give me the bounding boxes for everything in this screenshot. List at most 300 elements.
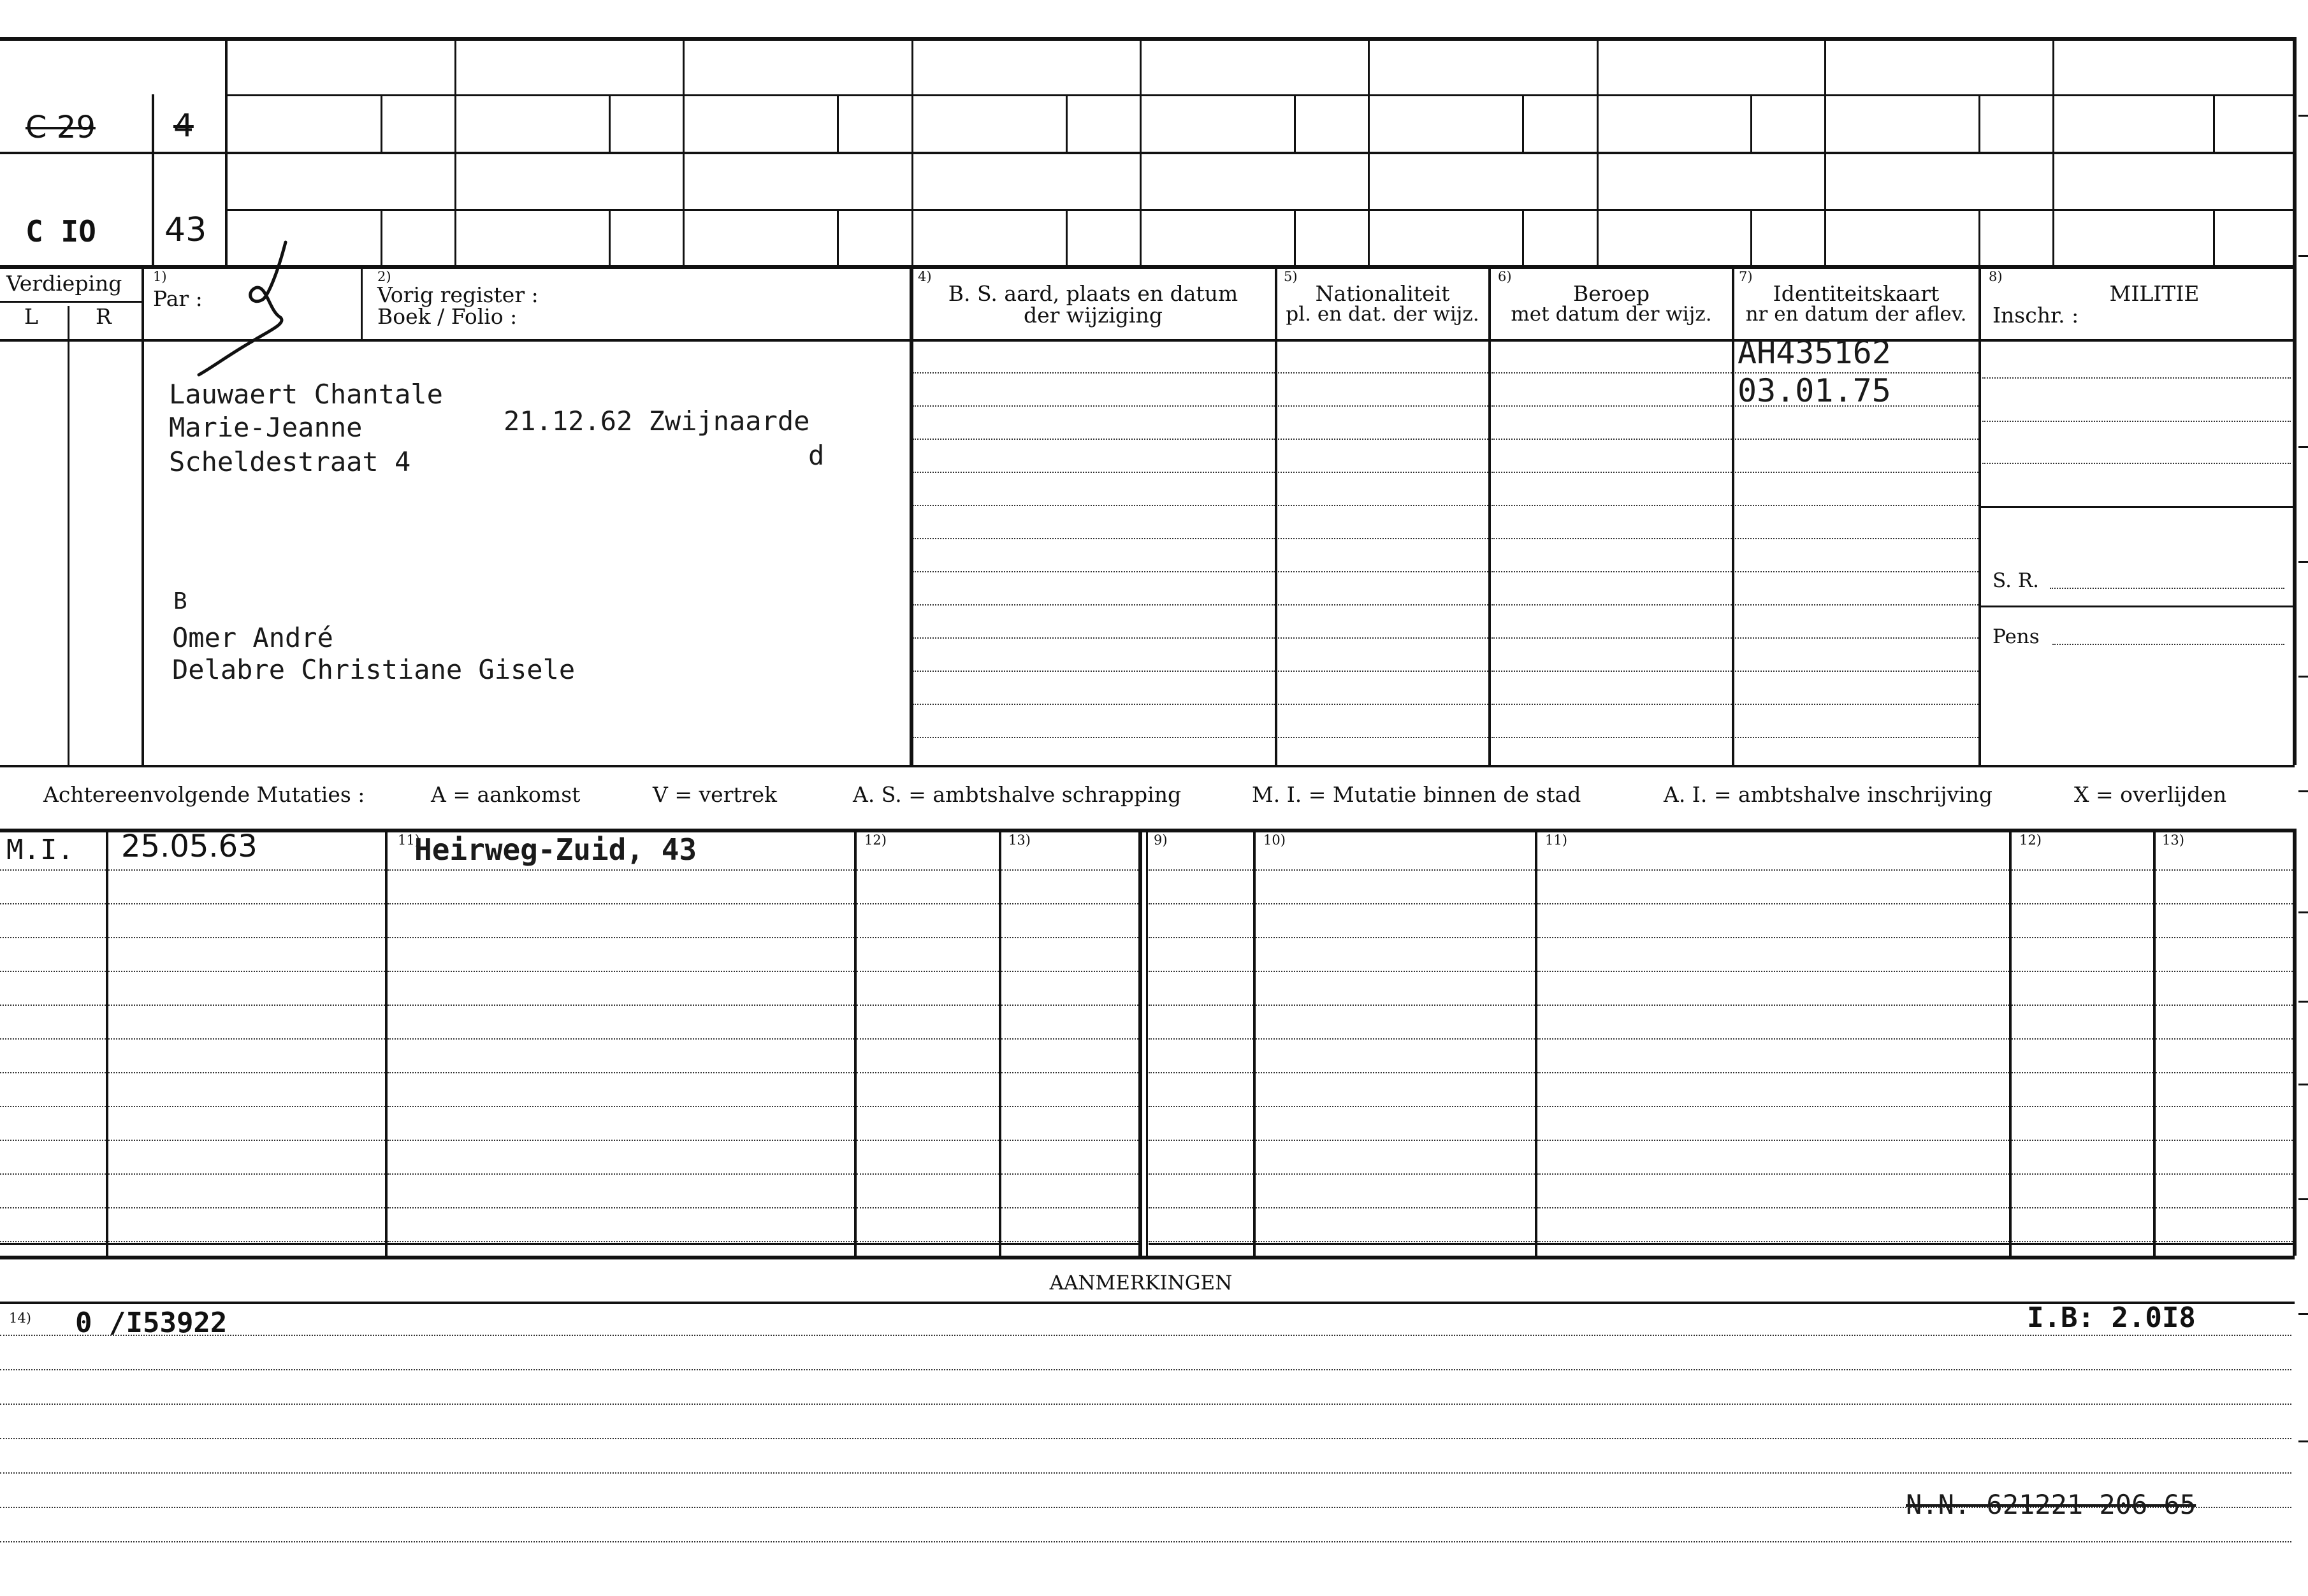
body-bottom-rule bbox=[0, 765, 2295, 767]
register-subcol-line bbox=[1066, 94, 1068, 152]
field-number-2: 2) bbox=[377, 269, 391, 284]
body-line bbox=[1735, 439, 1978, 440]
field-number-7: 7) bbox=[1739, 269, 1753, 284]
nationaliteit-header: Nationaliteit bbox=[1315, 281, 1450, 306]
mutation-line bbox=[1256, 1140, 1535, 1141]
register-subcol-line bbox=[1066, 209, 1068, 265]
body-line bbox=[1491, 571, 1732, 572]
mutation-base-line bbox=[1256, 1243, 1535, 1245]
mutation-line bbox=[2012, 1072, 2153, 1073]
legend-overlijden: X = overlijden bbox=[2074, 782, 2227, 807]
mutation-line bbox=[1001, 1140, 1138, 1141]
field-number-1: 1) bbox=[153, 269, 167, 284]
mutation-line bbox=[0, 1207, 106, 1208]
mutation-base-line bbox=[108, 1243, 385, 1245]
register-code-old: C 29 bbox=[25, 110, 96, 145]
militie-rule bbox=[1980, 606, 2293, 607]
mutation-line bbox=[108, 1140, 385, 1141]
register-col-line bbox=[683, 37, 685, 265]
legend-ambtshalve-schrapping: A. S. = ambtshalve schrapping bbox=[853, 782, 1182, 807]
register-subcol-line bbox=[837, 209, 839, 265]
beroep-sub-header: met datum der wijz. bbox=[1511, 303, 1712, 326]
body-line bbox=[1278, 637, 1488, 639]
mutation-line bbox=[1256, 1005, 1535, 1006]
mutation-line bbox=[2156, 1106, 2293, 1107]
mutation-right-border bbox=[2293, 829, 2297, 1256]
mutation-divider bbox=[1146, 829, 1148, 1256]
mutation-col-12-right: 12) bbox=[2019, 832, 2042, 848]
col-line-beroep bbox=[1488, 265, 1491, 765]
mutation-line bbox=[1537, 1207, 2009, 1208]
col-line-militie bbox=[1978, 265, 1981, 765]
mutation-col-line bbox=[1535, 829, 1537, 1256]
mutation-line bbox=[388, 937, 854, 938]
mutation-line bbox=[1256, 971, 1535, 972]
register-number: 43 bbox=[164, 211, 207, 249]
parent-father: Omer André bbox=[172, 622, 333, 653]
militie-line bbox=[1982, 463, 2291, 464]
mutation-line bbox=[1537, 1173, 2009, 1175]
field-number-5: 5) bbox=[1284, 269, 1298, 284]
person-address: Scheldestraat 4 bbox=[169, 446, 411, 477]
mutation-line bbox=[0, 1106, 106, 1107]
edge-tick bbox=[2298, 1198, 2308, 1200]
body-line bbox=[1491, 538, 1732, 539]
bs-header-line2: der wijziging bbox=[1024, 303, 1163, 328]
register-subcol-line bbox=[609, 209, 611, 265]
edge-tick bbox=[2298, 446, 2308, 448]
mutation-line bbox=[108, 971, 385, 972]
verdieping-sub-rule bbox=[0, 301, 142, 303]
register-subcol-line bbox=[381, 94, 382, 152]
remarks-title: AANMERKINGEN bbox=[1049, 1272, 1233, 1295]
edge-tick bbox=[2298, 1313, 2308, 1315]
edge-tick bbox=[2298, 1440, 2308, 1442]
mutation-line bbox=[1256, 937, 1535, 938]
beroep-header: Beroep bbox=[1572, 281, 1650, 306]
register-subcol-line bbox=[1750, 209, 1752, 265]
mutation-base-line bbox=[2156, 1243, 2293, 1245]
l-label: L bbox=[24, 304, 38, 329]
mutation-line bbox=[1256, 1207, 1535, 1208]
body-line bbox=[1278, 571, 1488, 572]
mutation-line bbox=[1537, 1038, 2009, 1040]
mutation-line bbox=[857, 869, 999, 871]
remarks-line bbox=[0, 1541, 2291, 1542]
body-line bbox=[1491, 505, 1732, 506]
mutation-line bbox=[388, 1072, 854, 1073]
register-col-line bbox=[225, 37, 228, 265]
body-line bbox=[913, 538, 1275, 539]
body-line bbox=[1735, 505, 1978, 506]
col-line-vorig bbox=[361, 265, 363, 339]
register-code: C IO bbox=[25, 214, 96, 249]
person-birth: 21.12.62 Zwijnaarde bbox=[504, 405, 810, 437]
mutation-line bbox=[0, 1241, 106, 1242]
remarks-reference: 0 /I53922 bbox=[75, 1307, 228, 1339]
col-line-id bbox=[1732, 265, 1734, 765]
edge-tick bbox=[2298, 115, 2308, 117]
body-line bbox=[1278, 439, 1488, 440]
mutation-line bbox=[2012, 1140, 2153, 1141]
remarks-line bbox=[0, 1472, 2291, 1474]
mutation-line bbox=[388, 1207, 854, 1208]
mutation-line bbox=[2012, 1173, 2153, 1175]
militie-line bbox=[1982, 377, 2291, 379]
mutation-col-line bbox=[2009, 829, 2012, 1256]
mutation-line bbox=[1256, 903, 1535, 904]
nationaliteit-sub-header: pl. en dat. der wijz. bbox=[1286, 303, 1479, 326]
mutation-line bbox=[1149, 1207, 1253, 1208]
body-line bbox=[1735, 704, 1978, 705]
body-line bbox=[1278, 704, 1488, 705]
body-line bbox=[1278, 538, 1488, 539]
verdieping-label: Verdieping bbox=[6, 271, 122, 296]
mutation-line bbox=[1001, 971, 1138, 972]
mutation-base-line bbox=[2012, 1243, 2153, 1245]
mutation-line bbox=[1149, 1038, 1253, 1040]
person-first-names: Marie-Jeanne bbox=[169, 412, 363, 443]
mutation-line bbox=[1149, 1241, 1253, 1242]
mutation-line bbox=[2156, 869, 2293, 871]
pens-line bbox=[2052, 644, 2284, 645]
mutation-line bbox=[857, 903, 999, 904]
lr-divider bbox=[68, 306, 69, 765]
edge-tick bbox=[2298, 255, 2308, 257]
mutation-line bbox=[1149, 1072, 1253, 1073]
register-subcol-line bbox=[1294, 94, 1296, 152]
register-col-line bbox=[1597, 37, 1599, 265]
body-line bbox=[1491, 439, 1732, 440]
edge-tick bbox=[2298, 790, 2308, 792]
mutation-line bbox=[1537, 1106, 2009, 1107]
body-line bbox=[913, 571, 1275, 572]
mutation-base-line bbox=[857, 1243, 999, 1245]
mutation-line bbox=[2012, 971, 2153, 972]
legend-mutatie-binnen-stad: M. I. = Mutatie binnen de stad bbox=[1252, 782, 1581, 807]
mutation-line bbox=[1001, 1038, 1138, 1040]
body-line bbox=[913, 505, 1275, 506]
mutation-line bbox=[1149, 1173, 1253, 1175]
register-subcol-line bbox=[2213, 209, 2215, 265]
register-subcol-line bbox=[1978, 209, 1980, 265]
bs-header-line1: B. S. aard, plaats en datum bbox=[948, 281, 1238, 306]
vorig-register-label: Vorig register : bbox=[377, 282, 539, 307]
mutation-line bbox=[0, 869, 106, 871]
mutation-line bbox=[1149, 1005, 1253, 1006]
register-subcol-line bbox=[381, 209, 382, 265]
mutation-line bbox=[2156, 1005, 2293, 1006]
mutation-line bbox=[0, 1140, 106, 1141]
body-line bbox=[1278, 472, 1488, 473]
mutation-line bbox=[108, 1005, 385, 1006]
remarks-national-number: N.N. 621221 206 65 bbox=[1906, 1489, 2196, 1520]
remarks-title-rule bbox=[0, 1302, 2295, 1304]
mutation-line bbox=[1256, 1173, 1535, 1175]
mutation-line bbox=[1256, 869, 1535, 871]
mutation-line bbox=[1537, 1241, 2009, 1242]
body-line bbox=[1278, 737, 1488, 738]
mutation-line bbox=[108, 1207, 385, 1208]
legend-aankomst: A = aankomst bbox=[431, 782, 581, 807]
mutation-line bbox=[1001, 903, 1138, 904]
mutation-line bbox=[1537, 1005, 2009, 1006]
mutation-line bbox=[1537, 869, 2009, 871]
person-name: Lauwaert Chantale bbox=[169, 379, 443, 410]
legend-vertrek: V = vertrek bbox=[653, 782, 777, 807]
sr-line bbox=[2050, 588, 2284, 589]
register-subcol-line bbox=[1522, 94, 1524, 152]
remarks-ib: I.B: 2.0I8 bbox=[2027, 1302, 2196, 1334]
register-subcol-line bbox=[1750, 94, 1752, 152]
boek-folio-label: Boek / Folio : bbox=[377, 304, 518, 329]
mutation-address: Heirweg-Zuid, 43 bbox=[414, 832, 697, 867]
mutation-line bbox=[2012, 1005, 2153, 1006]
mutation-col-11-right: 11) bbox=[1545, 832, 1567, 848]
body-line bbox=[1491, 737, 1732, 738]
body-line bbox=[1278, 604, 1488, 606]
mutation-line bbox=[108, 903, 385, 904]
register-col-line bbox=[1140, 37, 1142, 265]
mutation-base-line bbox=[0, 1243, 106, 1245]
edge-tick bbox=[2298, 1084, 2308, 1085]
mutation-line bbox=[1537, 1072, 2009, 1073]
parent-mother: Delabre Christiane Gisele bbox=[172, 654, 576, 685]
mutation-line bbox=[388, 971, 854, 972]
mutation-col-13-right: 13) bbox=[2162, 832, 2184, 848]
mutation-bottom-rule bbox=[0, 1256, 2295, 1259]
col-line-par bbox=[142, 265, 144, 765]
mutation-line bbox=[2012, 937, 2153, 938]
mutation-base-line bbox=[1537, 1243, 2009, 1245]
mutation-line bbox=[108, 1173, 385, 1175]
mutation-line bbox=[2156, 1072, 2293, 1073]
mutation-line bbox=[388, 903, 854, 904]
mutation-line bbox=[2012, 1207, 2153, 1208]
mutation-line bbox=[857, 1072, 999, 1073]
field-number-8: 8) bbox=[1989, 269, 2003, 284]
mutation-line bbox=[0, 903, 106, 904]
mutation-line bbox=[2156, 1241, 2293, 1242]
mutation-line bbox=[1149, 903, 1253, 904]
mutation-base-line bbox=[1149, 1243, 1253, 1245]
edge-tick bbox=[2298, 1001, 2308, 1003]
mutation-line bbox=[1256, 1106, 1535, 1107]
mutation-line bbox=[857, 1106, 999, 1107]
mutation-line bbox=[0, 971, 106, 972]
body-line bbox=[1735, 737, 1978, 738]
mutation-line bbox=[108, 1241, 385, 1242]
body-line bbox=[1735, 571, 1978, 572]
mutation-line bbox=[857, 1038, 999, 1040]
mutation-line bbox=[857, 1140, 999, 1141]
mutation-line bbox=[1149, 1106, 1253, 1107]
register-subcol-line bbox=[1522, 209, 1524, 265]
mutation-line bbox=[2156, 1140, 2293, 1141]
par-label: Par : bbox=[153, 286, 203, 311]
register-right-border bbox=[2293, 37, 2297, 265]
mutation-col-12-left: 12) bbox=[864, 832, 887, 848]
register-subcol-line bbox=[837, 94, 839, 152]
body-line bbox=[913, 704, 1275, 705]
mutation-line bbox=[2156, 1173, 2293, 1175]
militie-header: MILITIE bbox=[2109, 281, 2200, 306]
identiteitskaart-header: Identiteitskaart bbox=[1773, 281, 1940, 306]
mutation-col-line bbox=[385, 829, 388, 1256]
register-subcol-line bbox=[609, 94, 611, 152]
mutation-line bbox=[1001, 1106, 1138, 1107]
sr-label: S. R. bbox=[1992, 569, 2040, 592]
body-line bbox=[1278, 372, 1488, 374]
body-line bbox=[1491, 604, 1732, 606]
mutation-line bbox=[388, 1173, 854, 1175]
register-col-line bbox=[2052, 37, 2054, 265]
mutation-line bbox=[1149, 971, 1253, 972]
mutation-line bbox=[388, 1140, 854, 1141]
body-line bbox=[1278, 505, 1488, 506]
register-col-line bbox=[911, 37, 913, 265]
body-line bbox=[913, 737, 1275, 738]
mutation-line bbox=[388, 1038, 854, 1040]
mutation-col-13-left: 13) bbox=[1008, 832, 1031, 848]
header-bottom-rule bbox=[0, 339, 2295, 342]
field-number-14: 14) bbox=[9, 1310, 31, 1326]
mutation-line bbox=[0, 1038, 106, 1040]
mutation-line bbox=[0, 1005, 106, 1006]
mutation-line bbox=[1149, 1140, 1253, 1141]
mutation-line bbox=[2012, 869, 2153, 871]
mutation-line bbox=[2156, 1038, 2293, 1040]
body-line bbox=[1735, 604, 1978, 606]
register-subcol-line bbox=[2213, 94, 2215, 152]
mutation-date: 25.05.63 bbox=[121, 829, 258, 864]
body-line bbox=[1735, 538, 1978, 539]
legend-title: Achtereenvolgende Mutaties : bbox=[43, 782, 365, 807]
body-line bbox=[1491, 704, 1732, 705]
mutation-type: M.I. bbox=[6, 834, 74, 866]
mutation-line bbox=[2012, 903, 2153, 904]
edge-tick bbox=[2298, 561, 2308, 563]
mutation-line bbox=[1149, 937, 1253, 938]
mutation-col-line bbox=[106, 829, 108, 1256]
mutation-line bbox=[1001, 937, 1138, 938]
mutation-line bbox=[857, 1241, 999, 1242]
mutation-line bbox=[857, 971, 999, 972]
register-subcol-line bbox=[1294, 209, 1296, 265]
mutation-line bbox=[857, 937, 999, 938]
mutation-line bbox=[857, 1207, 999, 1208]
mutation-line bbox=[1537, 937, 2009, 938]
inschr-label: Inschr. : bbox=[1992, 303, 2079, 328]
mutation-line bbox=[0, 1173, 106, 1175]
body-line bbox=[1735, 637, 1978, 639]
mutation-line bbox=[1256, 1038, 1535, 1040]
register-row-line bbox=[0, 152, 2295, 154]
mutation-line bbox=[1001, 1005, 1138, 1006]
body-line bbox=[913, 671, 1275, 672]
mutation-line bbox=[1001, 1207, 1138, 1208]
mutation-line bbox=[1537, 971, 2009, 972]
register-row-line bbox=[226, 94, 2295, 96]
body-line bbox=[1491, 372, 1732, 374]
mutation-line bbox=[1256, 1072, 1535, 1073]
body-line bbox=[913, 372, 1275, 374]
mutation-line bbox=[108, 1038, 385, 1040]
body-line bbox=[913, 472, 1275, 473]
legend-ambtshalve-inschrijving: A. I. = ambtshalve inschrijving bbox=[1664, 782, 1993, 807]
mutation-col-line bbox=[854, 829, 857, 1256]
mutation-line bbox=[2156, 937, 2293, 938]
field-number-4: 4) bbox=[918, 269, 932, 284]
edge-tick bbox=[2298, 911, 2308, 913]
mutation-line bbox=[1001, 1241, 1138, 1242]
header-top-rule bbox=[0, 265, 2295, 269]
mutation-line bbox=[388, 1241, 854, 1242]
identiteitskaart-sub-header: nr en datum der aflev. bbox=[1745, 303, 1967, 326]
mutation-line bbox=[1256, 1241, 1535, 1242]
mutation-line bbox=[1537, 1140, 2009, 1141]
militie-line bbox=[1982, 421, 2291, 422]
r-label: R bbox=[96, 304, 112, 329]
mutation-col-line bbox=[2153, 829, 2156, 1256]
mutation-line bbox=[857, 1173, 999, 1175]
body-line bbox=[913, 439, 1275, 440]
mutation-line bbox=[2156, 903, 2293, 904]
mutation-line bbox=[2012, 1038, 2153, 1040]
body-line bbox=[1491, 671, 1732, 672]
mutation-col-10-right: 10) bbox=[1263, 832, 1286, 848]
mutation-line bbox=[108, 937, 385, 938]
mutation-line bbox=[1537, 903, 2009, 904]
mutation-divider bbox=[1138, 829, 1142, 1256]
body-line bbox=[1278, 671, 1488, 672]
edge-tick bbox=[2298, 676, 2308, 678]
register-col-line bbox=[454, 37, 456, 265]
mutation-line bbox=[1149, 869, 1253, 871]
remarks-line bbox=[0, 1335, 2291, 1336]
mutation-col-11-left: 11) bbox=[398, 832, 420, 848]
body-line bbox=[1491, 405, 1732, 407]
field-number-6: 6) bbox=[1498, 269, 1512, 284]
remarks-line bbox=[0, 1438, 2291, 1439]
body-line bbox=[1491, 472, 1732, 473]
mutation-line bbox=[0, 1072, 106, 1073]
top-border bbox=[0, 37, 2295, 41]
pens-label: Pens bbox=[1992, 625, 2040, 648]
mutation-line bbox=[108, 1106, 385, 1107]
id-card-date: 03.01.75 bbox=[1738, 372, 1891, 409]
body-line bbox=[1278, 405, 1488, 407]
mutation-line bbox=[2156, 971, 2293, 972]
register-col-line bbox=[152, 94, 154, 265]
remarks-line bbox=[0, 1404, 2291, 1405]
mutation-line bbox=[108, 869, 385, 871]
mutation-base-line bbox=[388, 1243, 854, 1245]
id-card-number: AH435162 bbox=[1738, 334, 1891, 371]
col-line-bs bbox=[910, 265, 913, 765]
body-line bbox=[1735, 472, 1978, 473]
mutation-line bbox=[2012, 1241, 2153, 1242]
mutation-line bbox=[1001, 1173, 1138, 1175]
register-col-line bbox=[1368, 37, 1370, 265]
register-col-line bbox=[1824, 37, 1826, 265]
mutation-line bbox=[388, 869, 854, 871]
mutation-line bbox=[388, 1005, 854, 1006]
body-right-border bbox=[2293, 265, 2297, 765]
body-line bbox=[913, 405, 1275, 407]
body-line bbox=[1491, 637, 1732, 639]
mark-d: d bbox=[808, 440, 825, 471]
